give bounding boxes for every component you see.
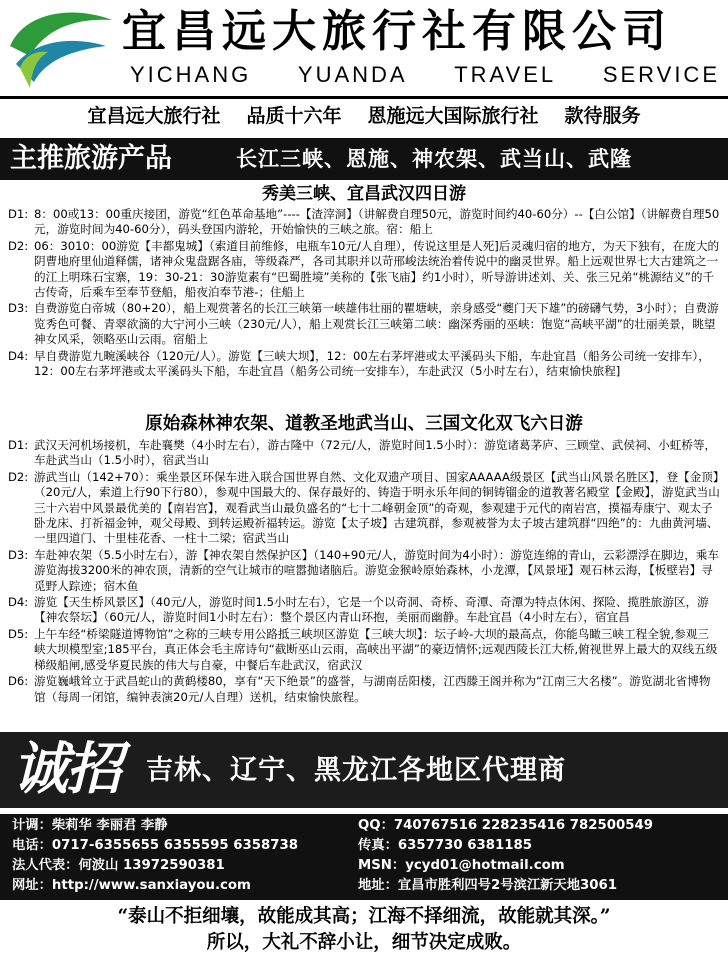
day-text: 游览【天生桥风景区】（40元/人，游览时间1.5小时左右），它是一个以奇洞、奇桥、奇潭、奇潭为特点休闲、探险、揽胜旅游区，游【神农祭坛】（60元/人，游览时间1小时左右）：整个景区内青山环抱，美丽而幽静。车赴宜昌（4小时左右），宿宜昌 [34, 595, 709, 625]
company-name-cn: 宜昌远大旅行社有限公司 [122, 6, 672, 57]
route-itinerary [8, 207, 720, 380]
itinerary-day [8, 548, 720, 594]
day-text: 06：3010：00游览【丰都鬼城】（索道目前维修，电瓶车10元/人自理），传说这里是人死]后灵魂归宿的地方，为天下独有，在庞大的阴曹地府里仙道释儒，诸神众鬼盘踞各庙，等级森严，各司其职并以苛邢峻法统治着传说中的幽灵世界。船上远观世界七大古建筑之一的江上明珠石宝寨，19：30-21：30游览素有“巴蜀胜境”美称的【张飞庙】约1小时），听导游讲述刘、关、张三兄弟“桃源结义”的千古传奇，后乘车至奉节登船，船夜泊奉节港-；住船上 [34, 238, 720, 300]
contact-planners: 计调：柴莉华 李丽君 李静 [12, 818, 168, 833]
company-logo-icon [6, 6, 118, 92]
day-text: 游览巍峨耸立于武昌蛇山的黄鹤楼80，享有“天下绝景”的盛誉，与湖南岳阳楼，江西滕王阁并称为“江南三大名楼”。游览湖北省博物馆（每周一闭馆，编钟表演20元/人自理）送机，结束愉快旅程。 [34, 674, 711, 704]
itinerary-day [8, 674, 720, 705]
contact-row [12, 836, 722, 856]
contact-legal-rep: 法人代表：何波山 13972590381 [12, 858, 225, 873]
itinerary-day [8, 239, 720, 301]
itinerary-day [8, 595, 720, 626]
tagline-item: 品质十六年 [246, 105, 342, 127]
day-label: D3: [8, 301, 29, 316]
day-label: D2: [8, 238, 29, 253]
day-text: 武汉天河机场接机，车赴襄樊（4小时左右），游古隆中（72元/人，游览时间1.5小时）：游览诸葛茅庐、三顾堂、武侯祠、小虹桥等，车赴武当山（1.5小时），宿武当山 [34, 438, 717, 468]
day-label: D2: [8, 469, 29, 484]
footer-quote [0, 904, 728, 956]
day-text: 上午车经“桥梁隧道博物馆”之称的三峡专用公路抵三峡坝区游览【三峡大坝】：坛子岭-大坝的最高点，你能鸟瞰三峡工程全貌,参观三峡大坝模型室;185平台，真正体会毛主席诗句“截断巫山云雨，高峡出平湖”的豪迈情怀;远观西陵长江大桥,俯视世界上最大的双线五级梯级船闸,感受华夏民族的伟大与自豪，中餐后车赴武汉，宿武汉 [34, 626, 718, 672]
quote-line: “泰山不拒细壤，故能成其高；江海不择细流，故能就其深。” [117, 906, 611, 927]
header [0, 0, 728, 96]
recruit-banner [0, 732, 728, 808]
day-label: D1: [8, 438, 29, 452]
contact-phone: 电话：0717-6355655 6355595 6358738 [12, 838, 298, 853]
day-label: D6: [8, 674, 29, 689]
day-label: D4: [8, 348, 29, 363]
header-divider [0, 96, 728, 99]
company-name-en-word: SERVICE [602, 62, 720, 87]
day-label: D4: [8, 595, 29, 610]
contact-block [0, 814, 728, 900]
contact-msn: MSN：ycyd01@hotmail.com [358, 858, 565, 873]
route-itinerary [8, 438, 720, 706]
itinerary-day [8, 301, 720, 347]
route-title: 秀美三峡、宜昌武汉四日游 [262, 184, 466, 204]
itinerary-day [8, 438, 720, 469]
day-label: D3: [8, 547, 29, 562]
promo-banner [0, 138, 728, 180]
contact-row [12, 856, 722, 876]
day-text: 游武当山（142+70）：乘坐景区环保车进入联合国世界自然、文化双遗产项目、国家AAAAA级景区【武当山风景名胜区】，登【金顶】（20元/人，索道上行90下行80），参观中国最大的、保存最好的、铸造于明永乐年间的铜铸镏金的道教著名殿堂【金殿】，游览武当山三十六岩中风景最优美的【南岩宫】，观看武当山最负盛名的“七十二峰朝金顶”的奇观，参观建于元代的南岩宫，摸福寿康宁、观太子卧龙床、打祈福金钟，观父母殿、到转运殿祈福转运。游览【太子坡】古建筑群，参观被誉为太子坡古建筑群“四绝”的：九曲黄河墙、一里四道门、十里桂花香、一柱十二梁；宿武当山 [34, 469, 720, 546]
day-text: 8：00或13：00重庆接团，游览“红色革命基地”----【渣滓洞】（讲解费自理50元，游览时间约40-60分）--【白公馆】（讲解费自理50元，游览时间为40-60分），码头登国内游轮，开始愉快的三峡之旅。宿：船上 [34, 207, 720, 237]
contact-website: 网址：http://www.sanxiayou.com [12, 878, 251, 893]
tagline [0, 100, 728, 132]
company-name-en [130, 62, 720, 88]
day-label: D5: [8, 626, 29, 641]
quote-line: 所以，大礼不辞小让，细节决定成败。 [206, 932, 522, 953]
itinerary-day [8, 627, 720, 673]
contact-qq: QQ：740767516 228235416 782500549 [358, 818, 653, 833]
recruit-text: 吉林、辽宁、黑龙江各地区代理商 [146, 755, 566, 786]
company-name-en-word: YUANDA [297, 62, 408, 87]
contact-fax: 传真：6357730 6381185 [358, 838, 533, 853]
promo-destinations: 长江三峡、恩施、神农架、武当山、武隆 [236, 147, 632, 171]
day-text: 自费游览白帝城（80+20），船上观赏著名的长江三峡第一峡雄伟壮丽的瞿塘峡，亲身感受“夔门天下雄”的磅礴气势，3小时）；自费游览秀色可餐、青翠欲滴的大宁河小三峡（230元/人），船上观赏长江三峡第二峡：幽深秀丽的巫峡：饱览“高峡平湖”的壮丽美景，眺望神女风采，领略巫山云雨。宿船上 [34, 301, 719, 347]
tagline-item: 款待服务 [564, 105, 641, 127]
contact-row [12, 816, 722, 836]
itinerary-day [8, 349, 720, 380]
route-title: 原始森林神农架、道教圣地武当山、三国文化双飞六日游 [145, 414, 583, 434]
recruit-heading: 诚招 [12, 736, 120, 802]
day-text: 车赴神农架（5.5小时左右），游【神农架自然保护区】（140+90元/人，游览时间为4小时）：游览连绵的青山，云彩漂浮在脚边，乘车游览海拔3200米的神农顶，清新的空气让城市的喧嚣抛诸脑后。游览金猴岭原始森林，小龙潭，【风景垭】观石林云海，【板壁岩】寻觅野人踪迹；宿木鱼 [34, 547, 719, 593]
day-label: D1: [8, 207, 29, 221]
company-name-en-word: TRAVEL [454, 62, 557, 87]
tagline-item: 宜昌远大旅行社 [87, 105, 221, 127]
day-text: 早自费游览九畹溪峡谷（120元/人）。游览【三峡大坝】，12：00左右茅坪港或太平溪码头下船，车赴宜昌（船务公司统一安排车），12：00左右茅坪港或太平溪码头下船，车赴宜昌（船务公司统一安排车），车赴武汉（5小时左右），结束愉快旅程] [34, 348, 710, 379]
tagline-item: 恩施远大国际旅行社 [367, 105, 539, 127]
promo-title: 主推旅游产品 [10, 143, 172, 174]
contact-address: 地址：宜昌市胜利四号2号滨江新天地3061 [358, 878, 618, 893]
contact-row [12, 876, 722, 896]
company-name-en-word: YICHANG [130, 62, 252, 87]
itinerary-day [8, 470, 720, 547]
itinerary-day [8, 207, 720, 238]
